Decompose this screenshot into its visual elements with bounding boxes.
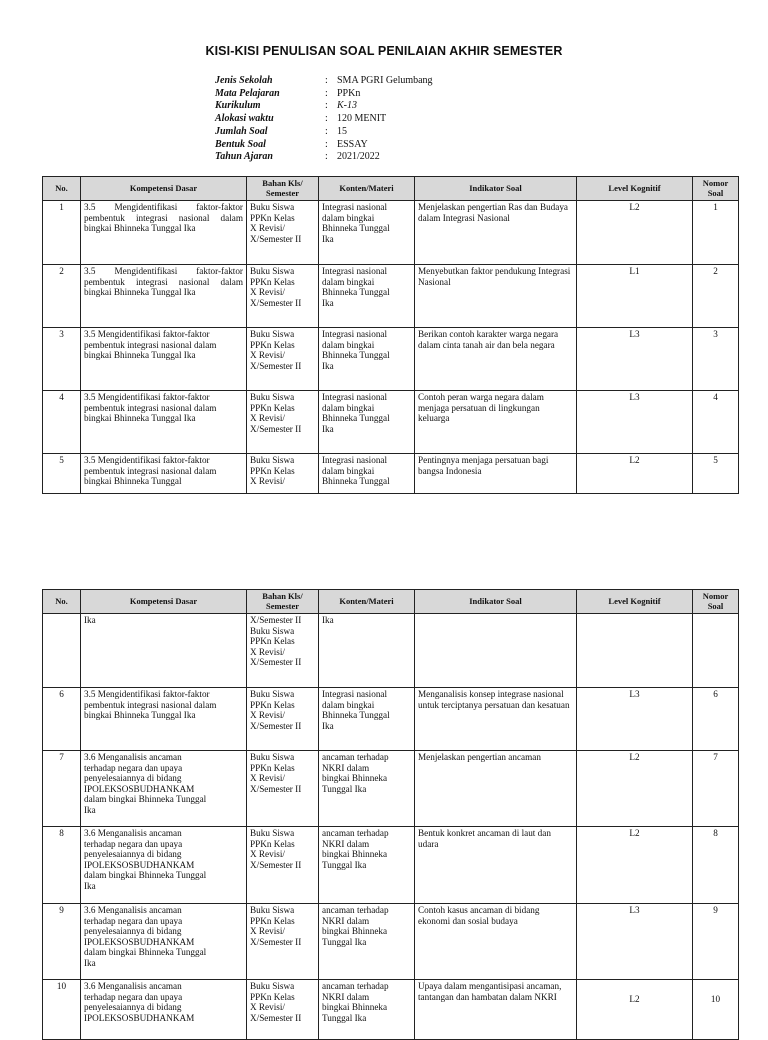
cell-indikator: Menganalisis konsep integrase nasional untuk terciptanya persatuan dan kesatuan bbox=[415, 688, 577, 751]
meta-key: Alokasi waktu bbox=[215, 113, 274, 125]
meta-value: K-13 bbox=[337, 100, 357, 112]
cell-konten: ancaman terhadap NKRI dalam bingkai Bhinneka Tunggal Ika bbox=[319, 751, 415, 827]
cell-kompetensi: 3.5 Mengidentifikasi faktor-faktor pembentuk integrasi nasional dalam bingkai Bhinneka Tunggal Ika bbox=[81, 328, 247, 391]
cell-nomor: 9 bbox=[693, 904, 739, 980]
cell-indikator: Menyebutkan faktor pendukung Integrasi Nasional bbox=[415, 265, 577, 328]
meta-row bbox=[215, 75, 433, 88]
kisi-table-page-2 bbox=[42, 589, 739, 1040]
table-row bbox=[43, 751, 739, 827]
meta-colon: : bbox=[325, 113, 328, 125]
document-title: KISI-KISI PENULISAN SOAL PENILAIAN AKHIR SEMESTER bbox=[205, 44, 563, 58]
table-row bbox=[43, 904, 739, 980]
cell-nomor: 8 bbox=[693, 827, 739, 904]
cell-no: 7 bbox=[43, 751, 81, 827]
table-row bbox=[43, 454, 739, 494]
meta-row bbox=[215, 139, 433, 152]
cell-kompetensi: 3.5 Mengidentifikasi faktor-faktor pembentuk integrasi nasional dalam bingkai Bhinneka Tunggal Ika bbox=[81, 391, 247, 454]
cell-konten: ancaman terhadap NKRI dalam bingkai Bhinneka Tunggal Ika bbox=[319, 827, 415, 904]
cell-level: L2 bbox=[577, 201, 693, 265]
cell-indikator: Contoh peran warga negara dalam menjaga persatuan di lingkungan keluarga bbox=[415, 391, 577, 454]
table-row bbox=[43, 614, 739, 688]
meta-value: 120 MENIT bbox=[337, 113, 387, 125]
cell-indikator: Contoh kasus ancaman di bidang ekonomi dan sosial budaya bbox=[415, 904, 577, 980]
table-row bbox=[43, 980, 739, 1040]
col-header-konten: Konten/Materi bbox=[319, 177, 415, 201]
kisi-table-page-1 bbox=[42, 176, 739, 494]
cell-konten: ancaman terhadap NKRI dalam bingkai Bhinneka Tunggal Ika bbox=[319, 980, 415, 1040]
cell-kompetensi: 3.6 Menganalisis ancaman terhadap negara dan upaya penyelesaiannya di bidang IPOLEKSOSBUDHANKAM dalam bingkai Bhinneka Tunggal Ika bbox=[81, 751, 247, 827]
meta-value: ESSAY bbox=[337, 138, 368, 150]
cell-nomor: 1 bbox=[693, 201, 739, 265]
cell-kompetensi: 3.5 Mengidentifikasi faktor-faktor pembentuk integrasi nasional dalam bingkai Bhinneka Tunggal Ika bbox=[81, 265, 247, 328]
document-meta bbox=[215, 75, 433, 164]
meta-row bbox=[215, 151, 433, 164]
cell-indikator: Berikan contoh karakter warga negara dalam cinta tanah air dan bela negara bbox=[415, 328, 577, 391]
cell-bahan: Buku Siswa PPKn Kelas X Revisi/ X/Semester II bbox=[247, 391, 319, 454]
cell-indikator: Menjelaskan pengertian Ras dan Budaya dalam Integrasi Nasional bbox=[415, 201, 577, 265]
cell-level: L1 bbox=[577, 265, 693, 328]
meta-colon: : bbox=[325, 138, 328, 150]
cell-konten: Integrasi nasional dalam bingkai Bhinneka Tunggal Ika bbox=[319, 328, 415, 391]
cell-indikator: Bentuk konkret ancaman di laut dan udara bbox=[415, 827, 577, 904]
cell-no: 3 bbox=[43, 328, 81, 391]
cell-no: 9 bbox=[43, 904, 81, 980]
meta-value: PPKn bbox=[337, 87, 361, 99]
cell-kompetensi: 3.6 Menganalisis ancaman terhadap negara dan upaya penyelesaiannya di bidang IPOLEKSOSBUDHANKAM dalam bingkai Bhinneka Tunggal Ika bbox=[81, 827, 247, 904]
meta-key: Jumlah Soal bbox=[215, 125, 268, 137]
cell-bahan: Buku Siswa PPKn Kelas X Revisi/ X/Semester II bbox=[247, 328, 319, 391]
cell-level: L3 bbox=[577, 328, 693, 391]
cell-level: L2 bbox=[577, 454, 693, 494]
meta-key: Mata Pelajaran bbox=[215, 87, 280, 99]
cell-level: L3 bbox=[577, 391, 693, 454]
meta-row bbox=[215, 113, 433, 126]
cell-kompetensi: 3.6 Menganalisis ancaman terhadap negara dan upaya penyelesaiannya di bidang IPOLEKSOSBUDHANKAM dalam bingkai Bhinneka Tunggal Ika bbox=[81, 904, 247, 980]
meta-key: Bentuk Soal bbox=[215, 138, 266, 150]
cell-nomor: 5 bbox=[693, 454, 739, 494]
cell-nomor: 7 bbox=[693, 751, 739, 827]
col-header-no: No. bbox=[43, 177, 81, 201]
cell-nomor: 4 bbox=[693, 391, 739, 454]
cell-konten: Integrasi nasional dalam bingkai Bhinneka Tunggal Ika bbox=[319, 391, 415, 454]
cell-indikator: Menjelaskan pengertian ancaman bbox=[415, 751, 577, 827]
meta-colon: : bbox=[325, 151, 328, 163]
cell-no: 8 bbox=[43, 827, 81, 904]
cell-bahan: Buku Siswa PPKn Kelas X Revisi/ X/Semester II bbox=[247, 751, 319, 827]
meta-colon: : bbox=[325, 75, 328, 86]
cell-nomor bbox=[693, 614, 739, 688]
col-header-kompetensi: Kompetensi Dasar bbox=[81, 590, 247, 614]
col-header-konten: Konten/Materi bbox=[319, 590, 415, 614]
cell-bahan: Buku Siswa PPKn Kelas X Revisi/ bbox=[247, 454, 319, 494]
cell-kompetensi: Ika bbox=[81, 614, 247, 688]
cell-level: L2 bbox=[577, 980, 693, 1040]
col-header-kompetensi: Kompetensi Dasar bbox=[81, 177, 247, 201]
cell-level: L3 bbox=[577, 904, 693, 980]
table-row bbox=[43, 827, 739, 904]
meta-key: Kurikulum bbox=[215, 100, 261, 112]
meta-colon: : bbox=[325, 87, 328, 99]
cell-indikator: Pentingnya menjaga persatuan bagi bangsa Indonesia bbox=[415, 454, 577, 494]
table-row bbox=[43, 265, 739, 328]
meta-key: Tahun Ajaran bbox=[215, 151, 273, 163]
cell-bahan: Buku Siswa PPKn Kelas X Revisi/ X/Semester II bbox=[247, 265, 319, 328]
cell-nomor: 3 bbox=[693, 328, 739, 391]
col-header-bahan: Bahan Kls/ Semester bbox=[247, 590, 319, 614]
col-header-level: Level Kognitif bbox=[577, 590, 693, 614]
cell-no: 6 bbox=[43, 688, 81, 751]
cell-level: L2 bbox=[577, 751, 693, 827]
table-row bbox=[43, 201, 739, 265]
cell-nomor: 10 bbox=[693, 980, 739, 1040]
cell-konten: Integrasi nasional dalam bingkai Bhinneka Tunggal Ika bbox=[319, 688, 415, 751]
cell-indikator: Upaya dalam mengantisipasi ancaman, tantangan dan hambatan dalam NKRI bbox=[415, 980, 577, 1040]
cell-konten: Integrasi nasional dalam bingkai Bhinneka Tunggal bbox=[319, 454, 415, 494]
cell-kompetensi: 3.5 Mengidentifikasi faktor-faktor pembentuk integrasi nasional dalam bingkai Bhinneka Tunggal bbox=[81, 454, 247, 494]
meta-row bbox=[215, 88, 433, 101]
meta-key: Jenis Sekolah bbox=[215, 75, 273, 86]
meta-value: 2021/2022 bbox=[337, 151, 380, 163]
cell-bahan: Buku Siswa PPKn Kelas X Revisi/ X/Semester II bbox=[247, 827, 319, 904]
cell-level bbox=[577, 614, 693, 688]
cell-nomor: 6 bbox=[693, 688, 739, 751]
cell-level: L3 bbox=[577, 688, 693, 751]
col-header-nomor: Nomor Soal bbox=[693, 177, 739, 201]
cell-bahan: Buku Siswa PPKn Kelas X Revisi/ X/Semester II bbox=[247, 904, 319, 980]
table-header-row bbox=[43, 590, 739, 614]
col-header-nomor: Nomor Soal bbox=[693, 590, 739, 614]
cell-no: 2 bbox=[43, 265, 81, 328]
cell-konten: Ika bbox=[319, 614, 415, 688]
meta-value: SMA PGRI Gelumbang bbox=[337, 75, 433, 86]
col-header-indikator: Indikator Soal bbox=[415, 590, 577, 614]
cell-no: 5 bbox=[43, 454, 81, 494]
cell-bahan: Buku Siswa PPKn Kelas X Revisi/ X/Semester II bbox=[247, 201, 319, 265]
table-row bbox=[43, 688, 739, 751]
meta-value: 15 bbox=[337, 125, 347, 137]
cell-kompetensi: 3.5 Mengidentifikasi faktor-faktor pembentuk integrasi nasional dalam bingkai Bhinneka Tunggal Ika bbox=[81, 688, 247, 751]
cell-no: 1 bbox=[43, 201, 81, 265]
cell-bahan: Buku Siswa PPKn Kelas X Revisi/ X/Semester II bbox=[247, 688, 319, 751]
table-row bbox=[43, 391, 739, 454]
table-row bbox=[43, 328, 739, 391]
cell-konten: ancaman terhadap NKRI dalam bingkai Bhinneka Tunggal Ika bbox=[319, 904, 415, 980]
meta-colon: : bbox=[325, 100, 328, 112]
cell-kompetensi: 3.6 Menganalisis ancaman terhadap negara dan upaya penyelesaiannya di bidang IPOLEKSOSBUDHANKAM bbox=[81, 980, 247, 1040]
cell-bahan: X/Semester II Buku Siswa PPKn Kelas X Revisi/ X/Semester II bbox=[247, 614, 319, 688]
meta-row bbox=[215, 100, 433, 113]
meta-row bbox=[215, 126, 433, 139]
cell-no bbox=[43, 614, 81, 688]
col-header-indikator: Indikator Soal bbox=[415, 177, 577, 201]
cell-no: 4 bbox=[43, 391, 81, 454]
cell-konten: Integrasi nasional dalam bingkai Bhinneka Tunggal Ika bbox=[319, 265, 415, 328]
col-header-bahan: Bahan Kls/ Semester bbox=[247, 177, 319, 201]
col-header-level: Level Kognitif bbox=[577, 177, 693, 201]
col-header-no: No. bbox=[43, 590, 81, 614]
cell-level: L2 bbox=[577, 827, 693, 904]
cell-konten: Integrasi nasional dalam bingkai Bhinneka Tunggal Ika bbox=[319, 201, 415, 265]
meta-colon: : bbox=[325, 125, 328, 137]
table-header-row bbox=[43, 177, 739, 201]
cell-indikator bbox=[415, 614, 577, 688]
cell-bahan: Buku Siswa PPKn Kelas X Revisi/ X/Semester II bbox=[247, 980, 319, 1040]
cell-no: 10 bbox=[43, 980, 81, 1040]
cell-nomor: 2 bbox=[693, 265, 739, 328]
cell-kompetensi: 3.5 Mengidentifikasi faktor-faktor pembentuk integrasi nasional dalam bingkai Bhinneka Tunggal Ika bbox=[81, 201, 247, 265]
